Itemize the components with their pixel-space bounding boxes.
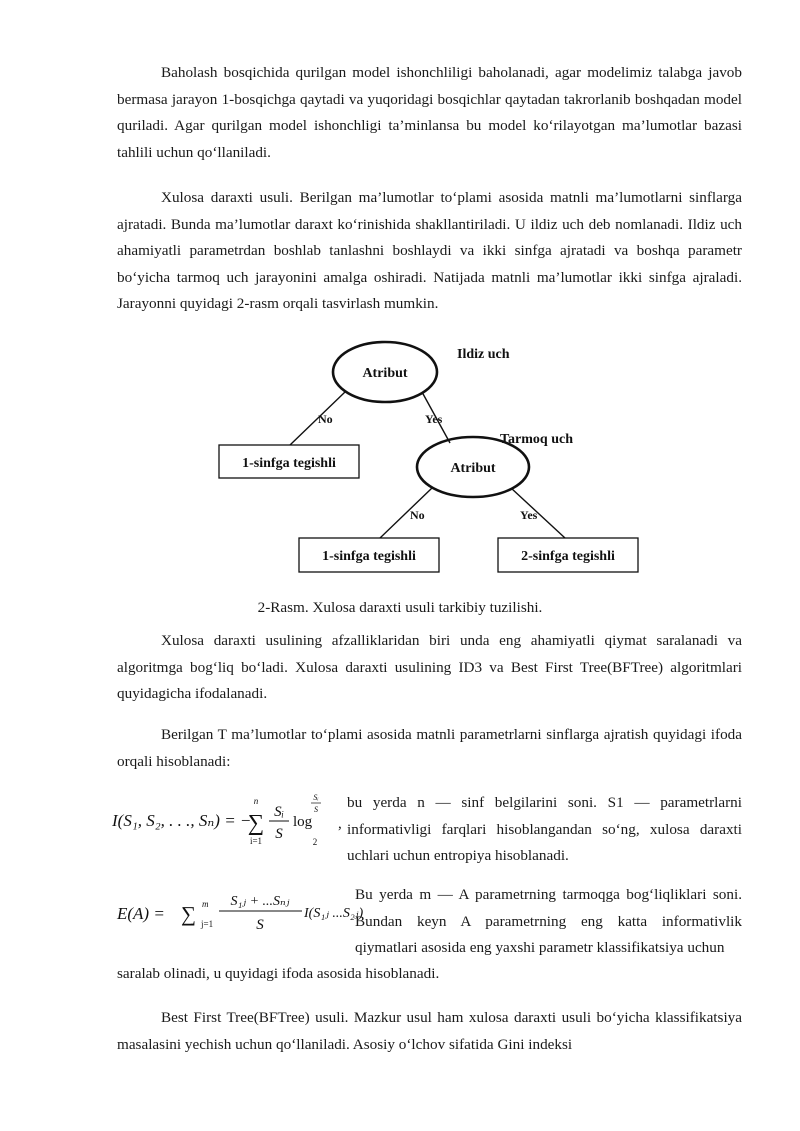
paragraph-bftree: Best First Tree(BFTree) usuli. Mazkur usul ham xulosa daraxti usuli bo‘yicha klassifikatsiya masalasini yechish uchun qo‘llaniladi. Asosiy o‘lchov sifatida Gini indeksi [117, 1009, 742, 1053]
paragraph-entropy-explanation: bu yerda n — sinf belgilarini soni. S1 — parametrlarni informativligi farqlari hisoblangandan so‘ng, xulosa daraxti uchlari uchun entropiya hisoblanadi. [347, 794, 742, 864]
paragraph-decision-tree: Xulosa daraxti usuli. Berilgan ma’lumotlar to‘plami asosida matnli ma’lumotlarni sinflarga ajratadi. Bunda ma’lumotlar daraxt ko‘rinishida shakllantiriladi. U ildiz uch deb nomlanadi. Ildiz uch ahamiyatli parametrdan boshlab tanlashni boshlaydi va ikki sinfga ajratadi va boshqa parametr bo‘yicha tarmoq uch jarayonini amalga oshiradi. Natijada matnli ma’lumotlar ikki sinfga ajraladi. Jarayonni quyidagi 2-rasm orqali tasvirlash mumkin. [117, 189, 742, 312]
figure-caption: 2-Rasm. Xulosa daraxti usuli tarkibiy tuzilishi. [257, 599, 543, 616]
sigma-symbol: ∑ [247, 810, 265, 835]
edge-yes-label: Yes [425, 412, 443, 426]
leaf-node-3-label: 2-sinfga tegishli [521, 549, 615, 564]
paragraph-expectation-explanation: Bu yerda m — A parametrning tarmoqga bog‘liqliklari soni. Bundan keyn A parametrning eng katta informativlik qiymatlari asosida eng yaxshi parametr klassifikatsiya uchun [355, 886, 742, 956]
expectation-rhs: I(S₁ⱼ ...S₂ⱼ) [304, 906, 364, 921]
decision-tree-diagram [210, 335, 640, 580]
entropy-log-base: 2 [312, 837, 318, 847]
leaf-node-1-label: 1-sinfga tegishli [242, 456, 336, 471]
entropy-exp-num: Sᵢ [313, 793, 319, 802]
entropy-frac-num: Sᵢ [274, 804, 284, 820]
entropy-lhs: I(S₁, S₂, . . ., Sₙ) = − [112, 811, 252, 830]
entropy-sum-bottom: i=1 [249, 836, 263, 846]
paragraph-evaluation: Baholash bosqichida qurilgan model ishonchliligi baholanadi, agar modelimiz talabga javob bermasa jarayon 1-bosqichga qaytadi va yuqoridagi bosqichlar qaytadan takrorlanib boshqadan model quriladi. Agar qurilgan model ishonchligi ta’minlansa bu model ko‘rilayotgan ma’lumotlar bazasi tahlili uchun qo‘llaniladi. [117, 64, 742, 161]
entropy-exp-den: S [314, 805, 318, 814]
expectation-sum-bottom: j=1 [201, 919, 214, 929]
entropy-log: log [293, 814, 313, 830]
entropy-frac-den: S [275, 826, 283, 842]
paragraph-entropy-intro: Berilgan T ma’lumotlar to‘plami asosida matnli parametrlarni sinflarga ajratish quyidagi ifoda orqali hisoblanadi: [117, 726, 742, 770]
expectation-sum-top: m [202, 899, 209, 909]
expectation-frac-num: S₁ⱼ + ...Sₙⱼ [230, 894, 290, 909]
expectation-formula [115, 883, 364, 943]
sigma-symbol-2: ∑ [181, 902, 196, 926]
paragraph-advantages: Xulosa daraxti usulining afzalliklaridan biri unda eng ahamiyatli qiymat saralanadi va algoritmga bog‘liq bo‘ladi. Xulosa daraxti usulining ID3 va Best First Tree(BFTree) algoritmlari quyidagicha ifodalanadi. [117, 632, 742, 702]
entropy-sum-top: n [253, 796, 259, 806]
edge-yes-label-2: Yes [520, 508, 538, 522]
root-node-title: Ildiz uch [457, 347, 510, 362]
expectation-lhs: E(A) = [117, 904, 165, 923]
leaf-node-2-label: 1-sinfga tegishli [322, 549, 416, 564]
edge-no-label-2: No [410, 508, 425, 522]
edge-no-label: No [318, 412, 333, 426]
expectation-frac-den: S [256, 917, 264, 933]
entropy-formula [110, 790, 345, 850]
paragraph-expectation-tail: saralab olinadi, u quyidagi ifoda asosida hisoblanadi. [117, 965, 440, 982]
branch-node-label: Atribut [450, 461, 496, 476]
entropy-trail: , [338, 816, 342, 832]
root-node-label: Atribut [362, 366, 408, 381]
branch-node-title: Tarmoq uch [500, 432, 574, 447]
